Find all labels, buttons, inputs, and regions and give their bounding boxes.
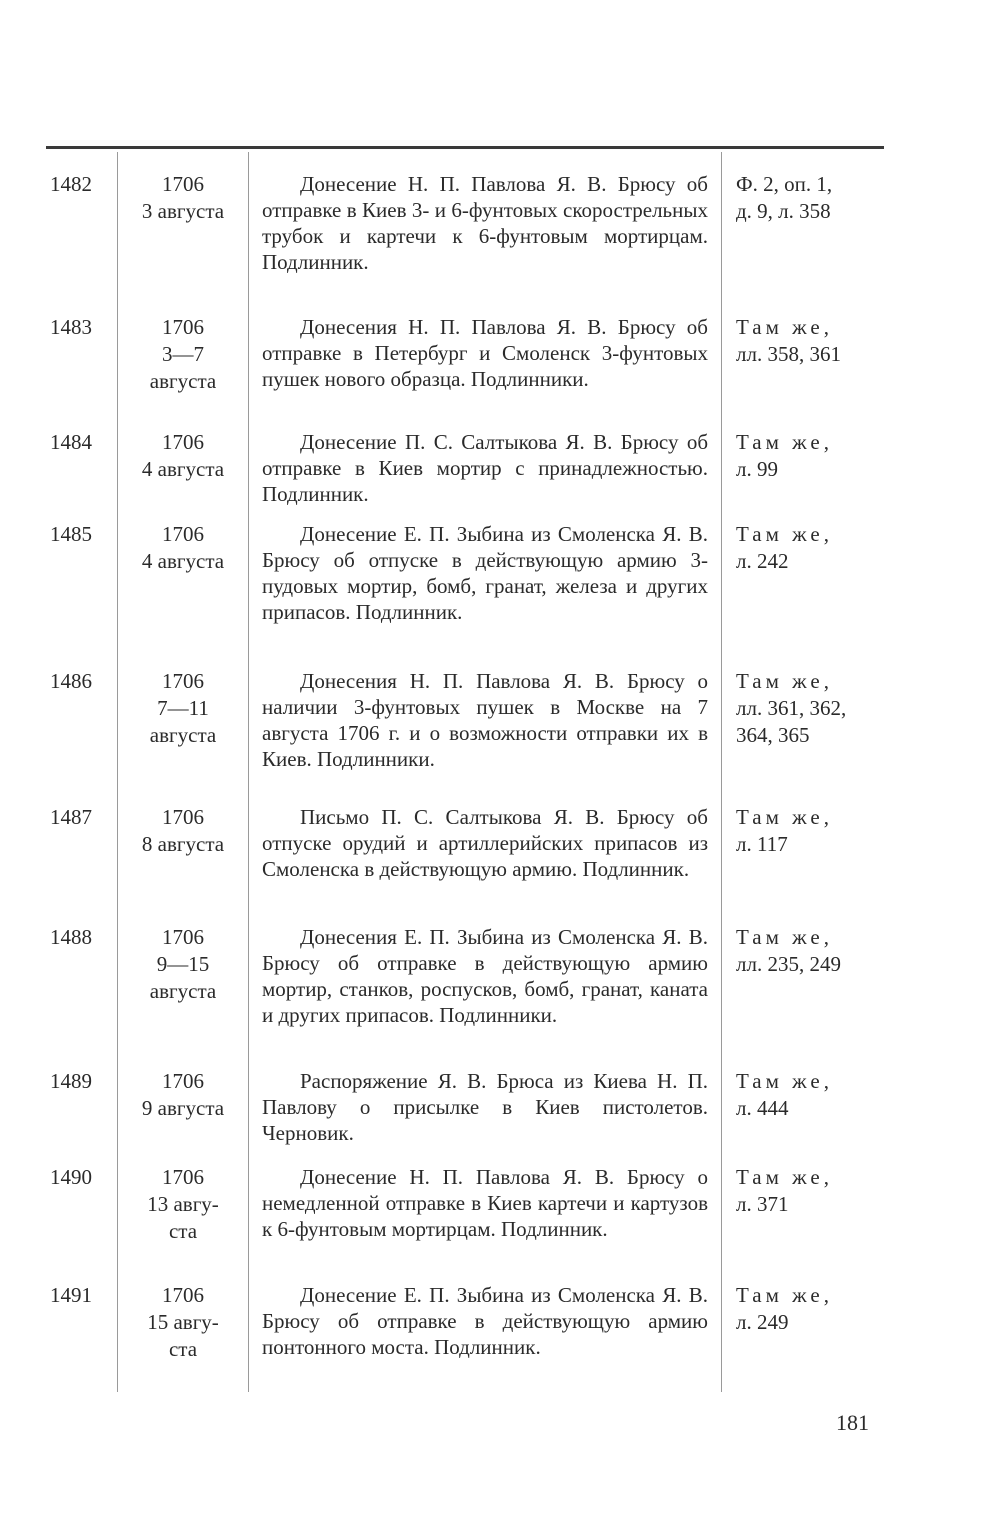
entry-description: Донесения Е. П. Зыбина из Смоленска Я. В. Брюсу об отправке в действующую армию мортир, станков, роспусков, бомб, гранат, каната и других припасов. Подлинники. [262,925,708,1027]
source-line: Там же, [736,925,833,949]
date-month: августа [149,723,217,747]
entry-1489 [0,1068,1003,1164]
entry-1485 [0,521,1003,668]
entry-source [736,1068,896,1122]
date-day: 4 августа [141,549,225,573]
source-line: л. 249 [736,1310,789,1334]
entry-description: Донесение П. С. Салтыкова Я. В. Брюсу об отправке в Киев мортир с принадлежностью. Подлинник. [262,430,708,506]
date-day: 13 авгу- [147,1192,219,1216]
entry-1482 [0,171,1003,314]
source-line: л. 371 [736,1192,789,1216]
source-line: Там же, [736,522,833,546]
entry-date [124,521,242,575]
source-line: Там же, [736,1283,833,1307]
entry-source [736,924,896,978]
entry-source [736,668,896,749]
entry-number: 1490 [50,1165,92,1189]
date-month: ста [168,1337,198,1361]
entry-source [736,171,896,225]
date-day: 8 августа [141,832,225,856]
source-line: Ф. 2, оп. 1, [736,172,833,196]
source-line: лл. 235, 249 [736,952,841,976]
date-month: ста [168,1219,198,1243]
entry-date [124,668,242,749]
entry-description: Донесения Н. П. Павлова Я. В. Брюсу об отправке в Петербург и Смоленск 3-фунтовых пушек нового образца. Подлинники. [262,315,708,391]
source-line: 364, 365 [736,723,810,747]
entry-source [736,521,896,575]
entry-number: 1488 [50,925,92,949]
entry-1488 [0,924,1003,1068]
date-year: 1706 [162,522,204,546]
entry-1490 [0,1164,1003,1282]
date-year: 1706 [162,1069,204,1093]
source-line: Там же, [736,1069,833,1093]
date-year: 1706 [162,669,204,693]
entry-number: 1489 [50,1069,92,1093]
source-line: Там же, [736,669,833,693]
source-line: Там же, [736,1165,833,1189]
date-day: 9 августа [141,1096,225,1120]
entry-number: 1487 [50,805,92,829]
entry-date [124,924,242,1005]
date-day: 15 авгу- [147,1310,219,1334]
entry-description: Донесение Н. П. Павлова Я. В. Брюсу об отправке в Киев 3- и 6-фунтовых скорострельных трубок и картечи к 6-фунтовым мортирцам. Подлинник. [262,172,708,274]
entry-1486 [0,668,1003,804]
entry-description: Донесение Е. П. Зыбина из Смоленска Я. В. Брюсу об отпуске в действующую армию 3-пудовых мортир, бомб, гранат, железа и других припасов. Подлинник. [262,522,708,624]
source-line: лл. 358, 361 [736,342,841,366]
date-year: 1706 [162,925,204,949]
entry-source [736,804,896,858]
date-year: 1706 [162,1165,204,1189]
date-day: 9—15 [156,952,210,976]
date-year: 1706 [162,172,204,196]
entry-date [124,1282,242,1363]
date-day: 3 августа [141,199,225,223]
entry-1487 [0,804,1003,924]
entry-description: Донесения Н. П. Павлова Я. В. Брюсу о наличии 3-фунтовых пушек в Москве на 7 августа 1706 г. и о возможности отправки их в Киев. Подлинники. [262,669,708,771]
entry-description: Донесение Н. П. Павлова Я. В. Брюсу о немедленной отправке в Киев картечи и картузов к 6-фунтовым мортирцам. Подлинник. [262,1165,708,1241]
source-line: л. 242 [736,549,789,573]
date-day: 3—7 [162,342,204,366]
page-number: 181 [836,1410,869,1435]
source-line: д. 9, л. 358 [736,199,831,223]
entry-description: Письмо П. С. Салтыкова Я. В. Брюсу об отпуске орудий и артиллерийских припасов из Смоленска в действующую армию. Подлинник. [262,805,708,881]
entry-date [124,1164,242,1245]
entry-number: 1491 [50,1283,92,1307]
source-line: Там же, [736,430,833,454]
entry-number: 1485 [50,522,92,546]
entry-date [124,429,242,483]
entry-source [736,1164,896,1218]
source-line: л. 444 [736,1096,789,1120]
entry-date [124,171,242,225]
entry-source [736,429,896,483]
source-line: Там же, [736,805,833,829]
date-year: 1706 [162,1283,204,1307]
source-line: Там же, [736,315,833,339]
entry-number: 1483 [50,315,92,339]
source-line: л. 117 [736,832,788,856]
entries-table [0,171,1003,1402]
date-year: 1706 [162,805,204,829]
date-month: августа [149,979,217,1003]
date-year: 1706 [162,430,204,454]
source-line: лл. 361, 362, [736,696,847,720]
entry-number: 1484 [50,430,92,454]
top-rule [46,146,884,149]
entry-date [124,1068,242,1122]
entry-date [124,804,242,858]
entry-source [736,1282,896,1336]
entry-number: 1486 [50,669,92,693]
date-month: августа [149,369,217,393]
entry-source [736,314,896,368]
entry-date [124,314,242,395]
entry-number: 1482 [50,172,92,196]
entry-1483 [0,314,1003,429]
entry-1491 [0,1282,1003,1402]
date-year: 1706 [162,315,204,339]
date-day: 7—11 [157,696,209,720]
source-line: л. 99 [736,457,778,481]
entry-description: Распоряжение Я. В. Брюса из Киева Н. П. Павлову о присылке в Киев пистолетов. Черновик. [262,1069,708,1145]
entry-description: Донесение Е. П. Зыбина из Смоленска Я. В. Брюсу об отправке в действующую армию понтонного моста. Подлинник. [262,1283,708,1359]
entry-1484 [0,429,1003,521]
date-day: 4 августа [141,457,225,481]
